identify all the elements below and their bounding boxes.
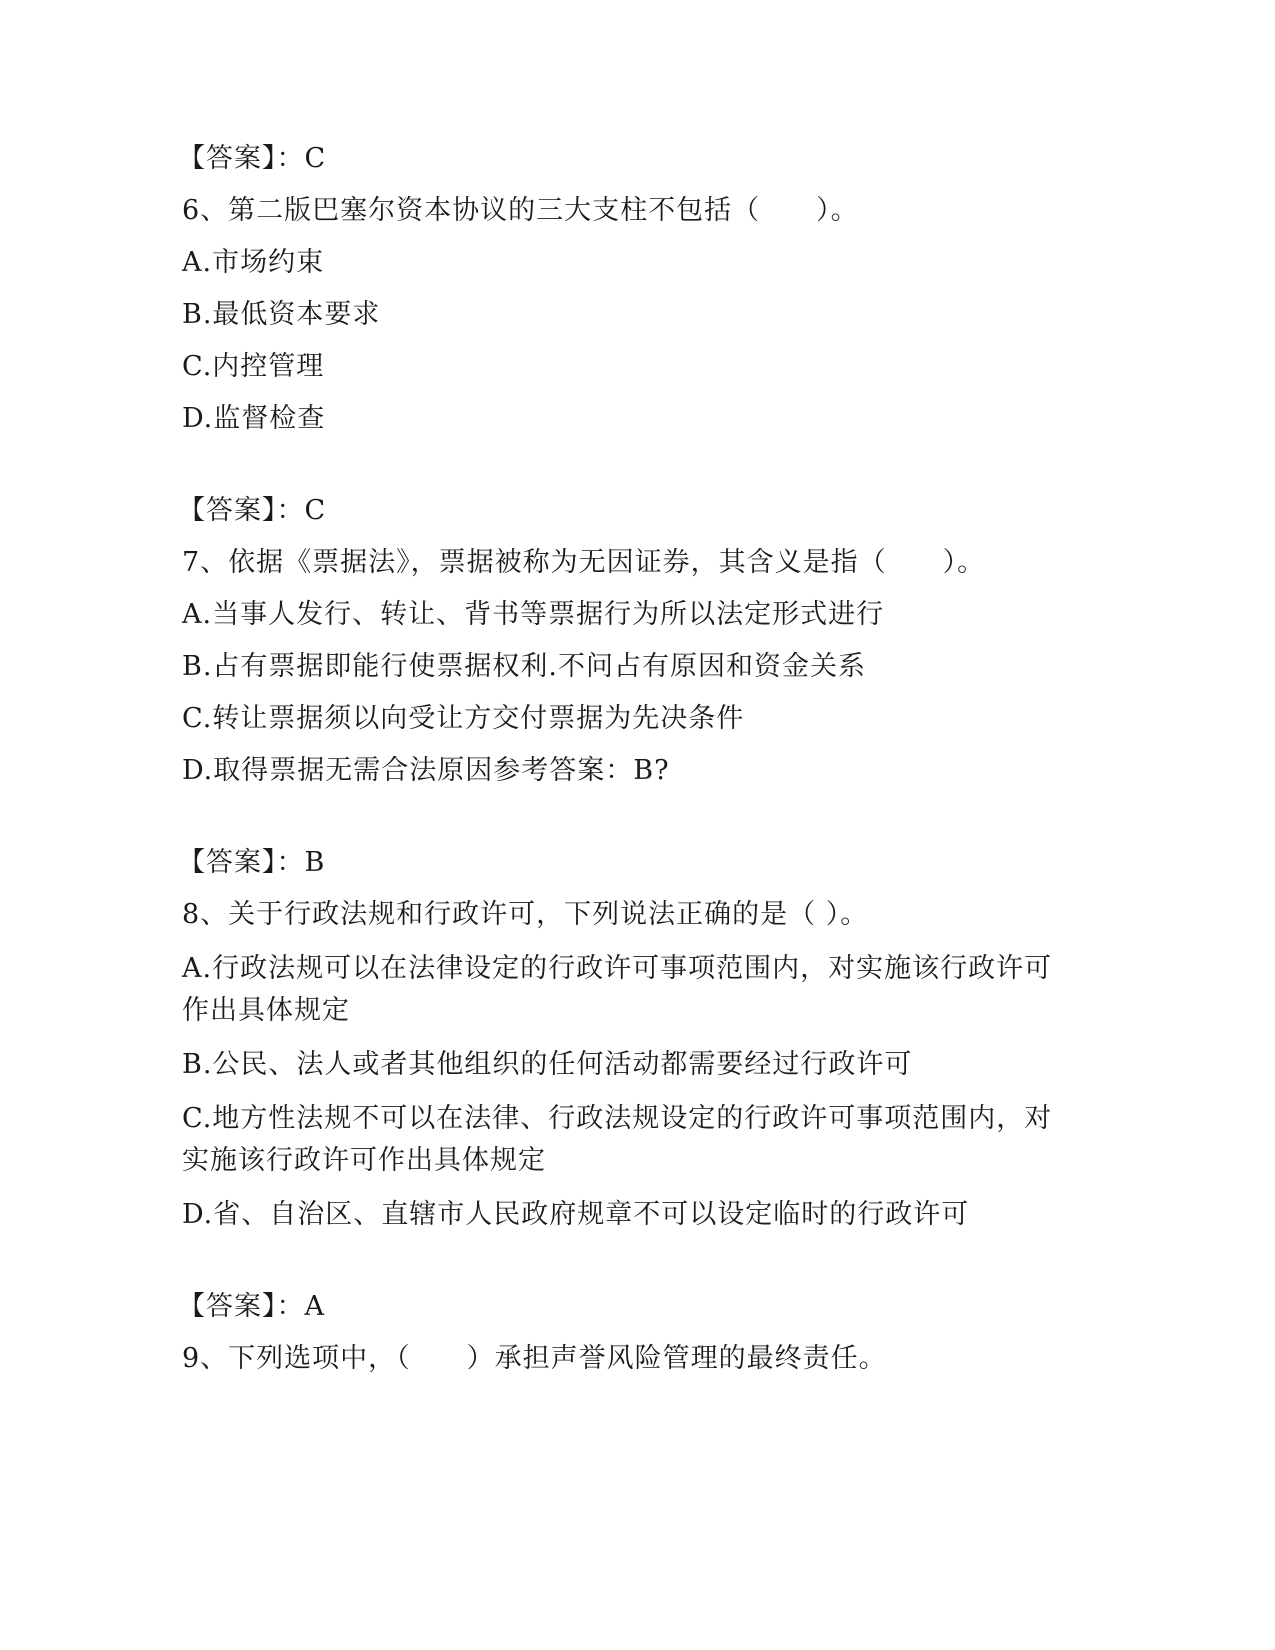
document-page — [178, 140, 1062, 1378]
answer-line: 【答案】：C — [178, 495, 327, 526]
option-a: A.当事人发行、转让、背书等票据行为所以法定形式进行 — [182, 599, 885, 630]
answer-line: 【答案】：A — [178, 1291, 325, 1322]
answer-line: 【答案】：B — [178, 847, 326, 878]
option-b: B.公民、法人或者其他组织的任何活动都需要经过行政许可 — [182, 1049, 913, 1080]
option-c: C.内控管理 — [182, 351, 325, 382]
option-d: D.监督检查 — [182, 403, 326, 434]
option-a: A.市场约束 — [182, 247, 325, 278]
option-c: C.转让票据须以向受让方交付票据为先决条件 — [182, 703, 745, 734]
question-6: 6、第二版巴塞尔资本协议的三大支柱不包括（ ）。 — [182, 195, 859, 226]
option-b: B.最低资本要求 — [182, 299, 381, 330]
question-9: 9、下列选项中，（ ）承担声誉风险管理的最终责任。 — [182, 1343, 887, 1374]
option-a: A.行政法规可以在法律设定的行政许可事项范围内，对实施该行政许可作出具体规定 — [182, 953, 1053, 1026]
answer-line: 【答案】：C — [178, 143, 327, 174]
option-d: D.取得票据无需合法原因参考答案：B? — [182, 755, 670, 786]
option-c: C.地方性法规不可以在法律、行政法规设定的行政许可事项范围内，对实施该行政许可作出具体规定 — [182, 1103, 1053, 1176]
question-7: 7、依据《票据法》，票据被称为无因证券，其含义是指（ ）。 — [182, 547, 986, 578]
option-d: D.省、自治区、直辖市人民政府规章不可以设定临时的行政许可 — [182, 1199, 970, 1230]
option-b: B.占有票据即能行使票据权利.不问占有原因和资金关系 — [182, 651, 867, 682]
question-8: 8、关于行政法规和行政许可，下列说法正确的是（ ）。 — [182, 899, 869, 930]
